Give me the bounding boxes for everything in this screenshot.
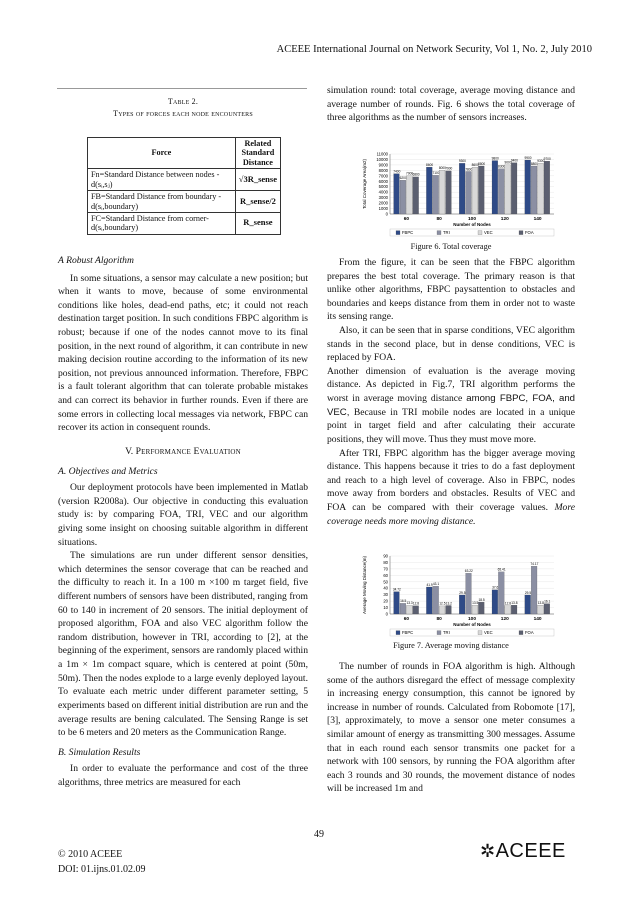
- robust-heading: A Robust Algorithm: [58, 255, 134, 266]
- y-tick-label: 90: [383, 553, 388, 559]
- bar-value-label: 16.1: [544, 599, 551, 604]
- bar: [406, 605, 412, 614]
- p3-part-c: Because in TRI mobile nodes are located in a unique point in target field and after calculating their accurate positions, they will move. Thus they must move more.: [327, 406, 575, 445]
- logo-star-icon: ✲: [480, 841, 496, 861]
- right-paragraph-4: [327, 447, 575, 529]
- robust-paragraph: In some situations, a sensor may calculate a new position; but when it wants to move, because of some environmental conditions like holes, dead-end paths, etc; it could not reach destination target position. In such conditions FBPC algorithm is robust; because if one of the nodes cannot move to its final position, in the next round of algorithm, it can contribute in new making decision routine according to the information of its new position, not previous announced information. Therefore, FBPC is a fault tolerant algorithm that can tolerate probable mistakes and can correct its behavior in further rounds. Even if there are some errors in collecting local messages via network, FBPC can recover its action in consequent rounds.: [58, 272, 308, 434]
- section-title: Performance Evaluation: [135, 445, 241, 457]
- y-tick-label: 60: [383, 572, 388, 578]
- bar-value-label: 7900: [445, 166, 453, 171]
- legend-label: FOA: [525, 630, 534, 636]
- y-axis-label: Average Moving Distance(m): [362, 556, 367, 614]
- bar-value-label: 18.5: [478, 597, 485, 602]
- figure-7-caption: Figure 7. Average moving distance: [393, 641, 509, 650]
- y-tick-label: 10: [383, 605, 388, 611]
- table-label: Table 2.: [167, 97, 199, 106]
- x-tick-label: 60: [403, 217, 410, 222]
- legend-swatch: [437, 231, 441, 235]
- right-paragraph-2: Also, it can be seen that in sparse conditions, VEC algorithm stands in the second place, but in dense conditions, VEC is replaced by FOA.: [327, 325, 575, 364]
- bar: [544, 161, 550, 214]
- bar: [525, 595, 531, 614]
- bar: [400, 180, 406, 214]
- y-tick-label: 4000: [378, 189, 388, 195]
- bar: [413, 606, 419, 614]
- figure-6-caption: Figure 6. Total coverage: [410, 242, 492, 251]
- figure-7: [360, 550, 560, 640]
- x-tick-label: 120: [500, 617, 509, 622]
- legend-label: TRI: [443, 230, 450, 236]
- legend-swatch: [437, 631, 441, 635]
- page-number: 49: [314, 829, 324, 840]
- bar-value-label: 8800: [478, 161, 486, 166]
- bar: [505, 606, 511, 614]
- bar: [459, 595, 465, 614]
- bar: [505, 165, 511, 214]
- bar-value-label: 13.8: [537, 600, 544, 605]
- x-tick-label: 140: [533, 217, 542, 222]
- bar: [478, 602, 484, 614]
- p3-part-b: among FBPC, FOA, and VEC,: [327, 393, 575, 418]
- bar: [426, 587, 432, 614]
- moving-distance-chart: [360, 550, 560, 640]
- bar-value-label: 65.41: [497, 567, 506, 572]
- bar-value-label: 37.6: [492, 585, 499, 590]
- bar-value-label: 9000: [504, 160, 512, 165]
- bar: [538, 605, 544, 614]
- y-tick-label: 5000: [378, 184, 388, 190]
- bar-value-label: 6200: [399, 175, 407, 180]
- bar: [525, 160, 531, 214]
- bar-value-label: 9400: [510, 158, 518, 163]
- legend-label: VEC: [484, 230, 493, 236]
- right-bottom: [327, 660, 575, 796]
- bar-value-label: 29.5: [459, 590, 466, 595]
- bar-value-label: 8600: [471, 162, 479, 167]
- bar-value-label: 7800: [465, 167, 473, 172]
- bar: [413, 177, 419, 214]
- bar: [394, 174, 400, 214]
- bar-value-label: 7000: [406, 171, 414, 176]
- bar: [446, 171, 452, 214]
- bar-value-label: 74.17: [530, 562, 539, 567]
- bar-value-label: 9700: [543, 156, 551, 161]
- x-tick-label: 60: [403, 617, 410, 622]
- bar-value-label: 34.72: [392, 587, 401, 592]
- bar: [498, 572, 504, 614]
- legend-label: FBPC: [402, 630, 414, 636]
- bar-value-label: 63.22: [464, 569, 473, 574]
- bar: [459, 163, 465, 214]
- copyright: © 2010 ACEEE: [58, 849, 123, 860]
- bar-value-label: 8600: [426, 162, 434, 167]
- objectives-heading: A. Objectives and Metrics: [58, 465, 158, 477]
- x-tick-label: 120: [500, 217, 509, 222]
- y-tick-label: 40: [383, 585, 388, 591]
- y-tick-label: 70: [383, 566, 388, 572]
- bar-value-label: 13.3: [406, 601, 413, 606]
- aceee-logo: [480, 840, 566, 863]
- y-tick-label: 8000: [378, 167, 388, 173]
- x-tick-label: 100: [467, 617, 477, 622]
- simulation-heading: B. Simulation Results: [58, 746, 141, 758]
- y-axis-label: Total Coverage Area(m2): [362, 158, 367, 210]
- y-tick-label: 1000: [378, 206, 388, 212]
- section-heading: [58, 445, 308, 459]
- objectives-paragraph-2: The simulations are run under different sensor densities, which determines the sensor coverage that can be reached and the difficulty to reach it. In a 100 m ×100 m target field, five different numbers of sensors have been distributed, ranging from 60 to 140 in increment of 20 sensors. The initial deployment of proposed algorithm, FOA and also VEC algorithm follow the random distribution, however in TRI, according to [2], at the beginning of the experiment, sensors are randomly placed within a 1m × 1m compact square, which is centered at point (50m, 50m). Then the nodes explode to a large evenly deployed layout. To evaluate each metric under different parameter setting, 5 experiments based on different initial distribution are run and the average results are bening calculated. The Sensing Range is set to be 6 meters and 20 meters as the Communication Range.: [58, 550, 308, 739]
- bar-value-label: 13.2: [445, 601, 452, 606]
- bar: [433, 586, 439, 614]
- y-tick-label: 11000: [376, 151, 388, 157]
- y-tick-label: 10000: [376, 156, 388, 162]
- bar-value-label: 6800: [412, 172, 420, 177]
- legend-swatch: [519, 231, 523, 235]
- x-tick-label: 80: [436, 217, 442, 222]
- y-tick-label: 80: [383, 559, 388, 565]
- bar: [511, 605, 517, 614]
- legend-label: VEC: [484, 630, 493, 636]
- bar-value-label: 41.9: [426, 582, 433, 587]
- legend-swatch: [396, 231, 400, 235]
- x-axis-label: Number of Nodes: [453, 622, 491, 627]
- bar-value-label: 9300: [458, 159, 466, 164]
- right-paragraph-3: [327, 365, 575, 447]
- bar: [472, 605, 478, 614]
- bar-value-label: 12.5: [439, 601, 446, 606]
- p3-part-a: Another dimension of evaluation is the average moving distance. As depicted in Fig.7, TRI algorithm performs the worst in average moving distance: [327, 365, 575, 405]
- bar-value-label: 29.5: [524, 590, 532, 595]
- bar: [478, 166, 484, 214]
- bar: [433, 175, 439, 214]
- y-tick-label: 50: [383, 579, 388, 585]
- x-tick-label: 80: [436, 617, 442, 622]
- y-tick-label: 7000: [378, 173, 388, 179]
- col-force-header: Force: [88, 138, 236, 169]
- bar: [538, 163, 544, 214]
- right-middle: [327, 256, 575, 528]
- legend-label: FOA: [525, 230, 534, 236]
- bar: [400, 603, 406, 614]
- y-tick-label: 2000: [378, 200, 388, 206]
- bar-value-label: 8300: [498, 164, 506, 169]
- x-tick-label: 140: [533, 617, 542, 622]
- bar: [531, 166, 537, 214]
- bar: [498, 169, 504, 214]
- table-cell-force: Fn=Standard Distance between nodes -d(sᵢ,sⱼ): [88, 169, 236, 191]
- table-cell-force: FC=Standard Distance from corner-d(sᵢ,boundary): [88, 212, 236, 234]
- simulation-paragraph: In order to evaluate the performance and cost of the three algorithms, three metrics are measured for each: [58, 763, 308, 788]
- y-tick-label: 9000: [378, 162, 388, 168]
- y-tick-label: 30: [383, 592, 388, 598]
- doi: DOI: 01.ijns.01.02.09: [58, 864, 146, 875]
- journal-header: ACEEE International Journal on Network Security, Vol 1, No. 2, July 2010: [276, 44, 592, 55]
- bar-value-label: 7400: [393, 169, 401, 174]
- legend-label: TRI: [443, 630, 450, 636]
- legend-swatch: [478, 631, 482, 635]
- bar-value-label: 9800: [491, 156, 499, 161]
- bar: [466, 171, 472, 214]
- col-dist-header: Related Standard Distance: [235, 138, 280, 169]
- table-caption: [58, 96, 308, 119]
- bar: [466, 573, 472, 614]
- bar-value-label: 13.5: [472, 601, 479, 606]
- logo-text: ACEEE: [495, 840, 566, 862]
- header-divider: [57, 88, 307, 89]
- p4-part-a: After TRI, FBPC algorithm has the bigger average moving distance. This happens because it tries to do a fast deployment and reach to a high level of coverage. Also in FBPC, nodes move away from borders and obstacles. Results of VEC and FOA can be compared with their coverage values.: [327, 447, 575, 513]
- table-header-row: [88, 138, 281, 169]
- right-paragraph-5: The number of rounds in FOA algorithm is high. Although some of the authors disregard the effect of message complexity in increasing energy consumption, this cannot be ignored by increase in number of rounds. Calculated from Robomote [17],[3], approximately, to move a sensor one meter consumes a similar amount of energy as transmitting 300 messages. Assume that in each round each sensor transmits one packet for a network with 100 sensors, by running the FOA algorithm after each 3 rounds and 30 rounds, the movement distance of nodes will be increased 1m and: [327, 661, 575, 795]
- table-title: Types of forces each node encounters: [113, 108, 253, 118]
- bar: [531, 566, 537, 614]
- forces-table: [87, 137, 281, 235]
- right-intro: [327, 84, 575, 125]
- bar-value-label: 16.5: [400, 599, 407, 604]
- p4-part-b: More coverage needs more moving distance.: [327, 501, 575, 527]
- table-row: [88, 169, 281, 191]
- y-tick-label: 6000: [378, 178, 388, 184]
- y-tick-label: 0: [385, 611, 388, 617]
- right-intro-paragraph: simulation round: total coverage, average moving distance and average number of rounds. Fig. 6 shows the total coverage of three algorithms as the number of sensors increases.: [327, 85, 575, 124]
- bar-value-label: 12.8: [412, 601, 420, 606]
- bar-value-label: 13.8: [511, 600, 518, 605]
- y-tick-label: 3000: [378, 195, 388, 201]
- bar: [492, 590, 498, 614]
- bar: [439, 170, 445, 214]
- legend-swatch: [478, 231, 482, 235]
- x-axis-label: Number of Nodes: [453, 222, 491, 227]
- bar: [406, 176, 412, 214]
- bar: [426, 167, 432, 214]
- table-row: [88, 212, 281, 234]
- y-tick-label: 20: [383, 598, 388, 604]
- table-row: [88, 191, 281, 213]
- table-cell-force: FB=Standard Distance from boundary -d(sᵢ,boundary): [88, 191, 236, 213]
- bar: [492, 161, 498, 214]
- legend-label: FBPC: [402, 230, 414, 236]
- bar: [394, 592, 400, 614]
- section-number: V.: [125, 445, 134, 457]
- table-cell-dist: R_sense: [235, 212, 280, 234]
- bar-value-label: 9300: [537, 159, 545, 164]
- bar-value-label: 8000: [438, 166, 446, 171]
- bar: [544, 604, 550, 614]
- x-tick-label: 100: [467, 217, 477, 222]
- figure-6: [360, 148, 560, 240]
- bar: [446, 605, 452, 614]
- bar: [439, 606, 445, 614]
- y-tick-label: 0: [385, 211, 388, 217]
- bar-value-label: 8800: [530, 161, 538, 166]
- legend-swatch: [519, 631, 523, 635]
- bar: [511, 163, 517, 214]
- bar-value-label: 9900: [524, 155, 532, 160]
- right-paragraph-1: From the figure, it can be seen that the FBPC algorithm prepares the best total coverage. The primary reason is that unlike other algorithms, FBPC paysattention to obstacles and boundaries and keeps distance from them in order not to waste its sensing range.: [327, 257, 575, 323]
- bar-value-label: 12.8: [504, 601, 512, 606]
- table-cell-dist: R_sense/2: [235, 191, 280, 213]
- left-column: [58, 254, 308, 790]
- legend-swatch: [396, 631, 400, 635]
- bar-value-label: 7100: [432, 171, 440, 176]
- table-cell-dist: √3R_sense: [235, 169, 280, 191]
- bar: [472, 167, 478, 214]
- coverage-chart: [360, 148, 560, 240]
- objectives-paragraph-1: Our deployment protocols have been implemented in Matlab (version R2008a). Our objective in conducting this evaluation study is: by comparing FOA, TRI, VEC and our algorithm giving some insight on choosing suitable algorithm in different situations.: [58, 482, 308, 548]
- bar-value-label: 43.1: [432, 582, 440, 587]
